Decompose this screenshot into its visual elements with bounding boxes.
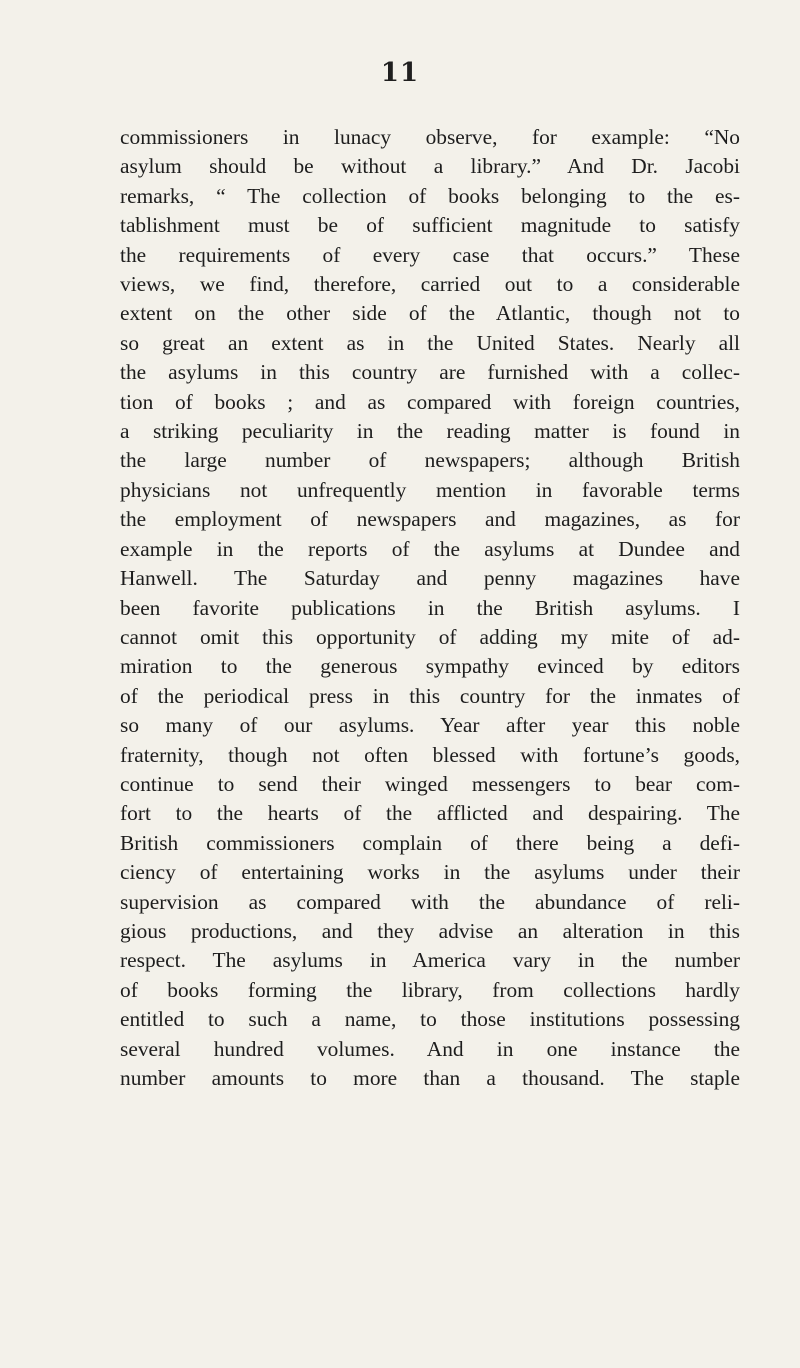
text-line: been favorite publications in the British asylums. I [120,595,740,620]
text-line: British commissioners complain of there being a defi- [120,830,740,855]
text-line: of the periodical press in this country for the inmates of [120,683,740,708]
text-line: several hundred volumes. And in one instance the [120,1036,740,1061]
text-line: gious productions, and they advise an alteration in this [120,918,740,943]
text-line: cannot omit this opportunity of adding my mite of ad- [120,624,740,649]
text-line: a striking peculiarity in the reading matter is found in [120,419,740,444]
text-line: tion of books ; and as compared with foreign countries, [120,389,740,414]
text-line: continue to send their winged messengers to bear com- [120,771,740,796]
text-line: remarks, “ The collection of books belonging to the es- [120,183,740,208]
text-line: Hanwell. The Saturday and penny magazines have [120,566,740,591]
page-number: 11 [380,58,420,88]
text-line: fort to the hearts of the afflicted and despairing. The [120,801,740,826]
text-line: tablishment must be of sufficient magnitude to satisfy [120,213,740,238]
text-line: the large number of newspapers; although British [120,448,740,473]
text-line: supervision as compared with the abundance of reli- [120,889,740,914]
text-line: the asylums in this country are furnished with a collec- [120,360,740,385]
text-line: of books forming the library, from collections hardly [120,977,740,1002]
body-text [120,123,740,1093]
text-line: so many of our asylums. Year after year this noble [120,713,740,738]
text-line: views, we find, therefore, carried out to a considerable [120,272,740,297]
text-line: asylum should be without a library.” And Dr. Jacobi [120,154,740,179]
text-line: example in the reports of the asylums at Dundee and [120,536,740,561]
text-line: number amounts to more than a thousand. The staple [120,1066,740,1090]
text-line: commissioners in lunacy observe, for example: “No [120,125,740,149]
text-line: so great an extent as in the United States. Nearly all [120,330,740,355]
text-line: respect. The asylums in America vary in the number [120,948,740,973]
text-line: fraternity, though not often blessed with fortune’s goods, [120,742,740,767]
text-line: ciency of entertaining works in the asylums under their [120,860,740,885]
text-line: the employment of newspapers and magazines, as for [120,507,740,532]
text-line: physicians not unfrequently mention in favorable terms [120,477,740,502]
text-line: miration to the generous sympathy evinced by editors [120,654,740,679]
text-line: extent on the other side of the Atlantic, though not to [120,301,740,326]
text-line: the requirements of every case that occurs.” These [120,242,740,267]
text-line: entitled to such a name, to those institutions possessing [120,1007,740,1032]
